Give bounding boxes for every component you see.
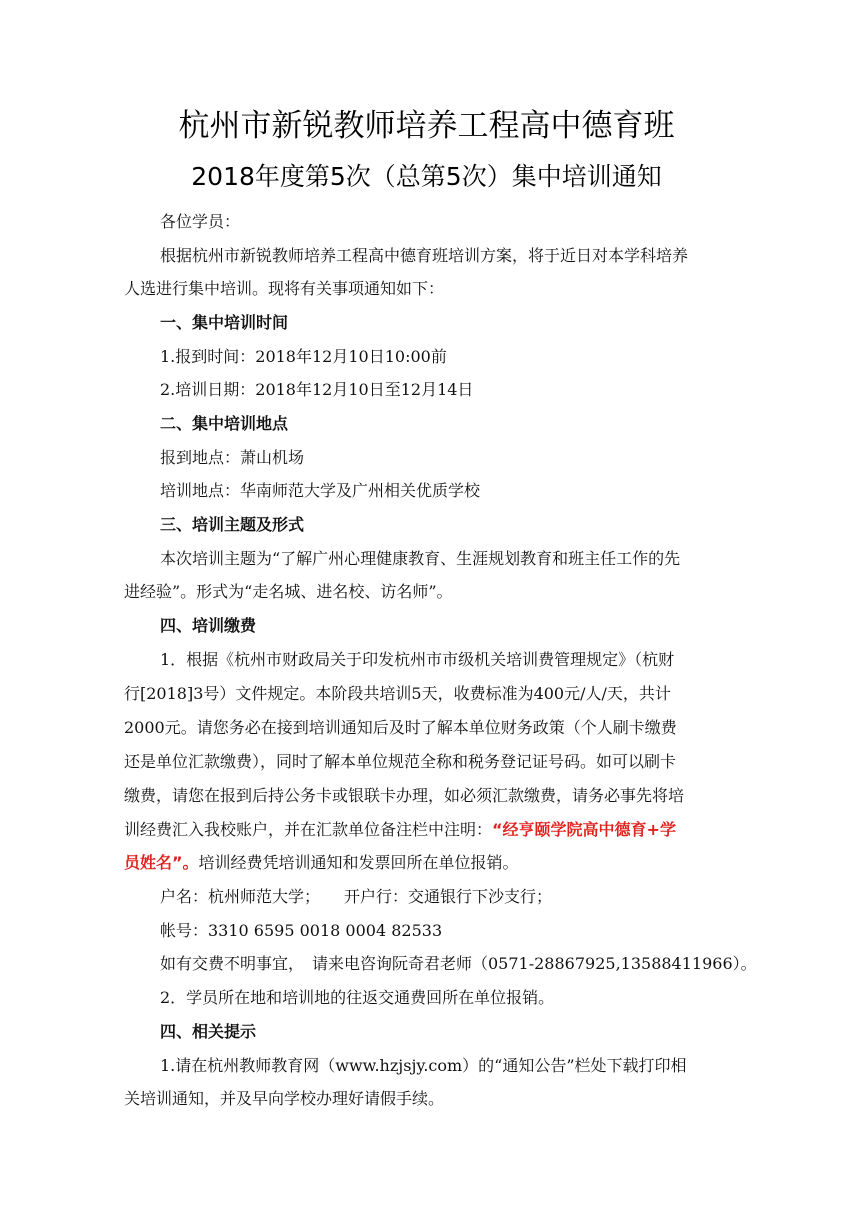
paragraph-line: [124, 819, 676, 841]
remark-highlight: 员姓名”。: [124, 853, 199, 872]
paragraph-line: [124, 852, 519, 874]
paragraph-line: 进经验”。形式为“走名城、进名校、访名师”。: [124, 582, 453, 601]
list-item: 培训地点：华南师范大学及广州相关优质学校: [160, 481, 481, 500]
list-item: 2．学员所在地和培训地的往返交通费回所在单位报销。: [160, 988, 555, 1007]
document-subtitle: 2018年度第5次（总第5次）集中培训通知: [191, 162, 662, 191]
paragraph-line: 1.请在杭州教师教育网（www.hzjsjy.com）的“通知公告”栏处下载打印相: [160, 1056, 687, 1075]
section-heading-time: 一、集中培训时间: [160, 313, 289, 332]
list-item: 1.报到时间：2018年12月10日10:00前: [160, 347, 447, 366]
account-number: 帐号：3310 6595 0018 0004 82533: [160, 921, 443, 940]
section-heading-fees: 四、培训缴费: [160, 616, 257, 635]
paragraph-line: 缴费，请您在报到后持公务卡或银联卡办理，如必须汇款缴费，请务必事先将培: [124, 786, 685, 805]
account-name: 户名：杭州师范大学； 开户行：交通银行下沙支行；: [160, 887, 553, 906]
greeting: 各位学员：: [160, 212, 241, 231]
paragraph-line: 本次培训主题为“了解广州心理健康教育、生涯规划教育和班主任工作的先: [160, 549, 681, 568]
contact-info: 如有交费不明事宜， 请来电咨询阮奇君老师（0571-28867925,13588411966）。: [160, 954, 757, 973]
intro-line: 根据杭州市新锐教师培养工程高中德育班培训方案，将于近日对本学科培养: [160, 246, 689, 265]
remark-text: 训经费汇入我校账户，并在汇款单位备注栏中注明：: [124, 820, 493, 839]
list-item: 2.培训日期：2018年12月10日至12月14日: [160, 380, 474, 399]
section-heading-tips: 四、相关提示: [160, 1022, 257, 1041]
list-item: 报到地点：萧山机场: [160, 448, 305, 467]
paragraph-line: 还是单位汇款缴费），同时了解本单位规范全称和税务登记证号码。如可以刷卡: [124, 752, 677, 771]
document-title: 杭州市新锐教师培养工程高中德育班: [178, 108, 675, 144]
section-heading-theme: 三、培训主题及形式: [160, 515, 305, 534]
intro-line: 人选进行集中培训。现将有关事项通知如下：: [124, 279, 445, 298]
remark-text: 培训经费凭培训通知和发票回所在单位报销。: [198, 853, 519, 872]
section-heading-location: 二、集中培训地点: [160, 414, 289, 433]
paragraph-line: 关培训通知，并及早向学校办理好请假手续。: [124, 1089, 445, 1108]
paragraph-line: 2000元。请您务必在接到培训通知后及时了解本单位财务政策（个人刷卡缴费: [124, 718, 677, 737]
paragraph-line: 1．根据《杭州市财政局关于印发杭州市市级机关培训费管理规定》（杭财: [160, 650, 675, 669]
paragraph-line: 行[2018]3号）文件规定。本阶段共培训5天，收费标准为400元/人/天，共计: [124, 684, 671, 703]
remark-highlight: “经亨颐学院高中德育+学: [492, 820, 676, 839]
